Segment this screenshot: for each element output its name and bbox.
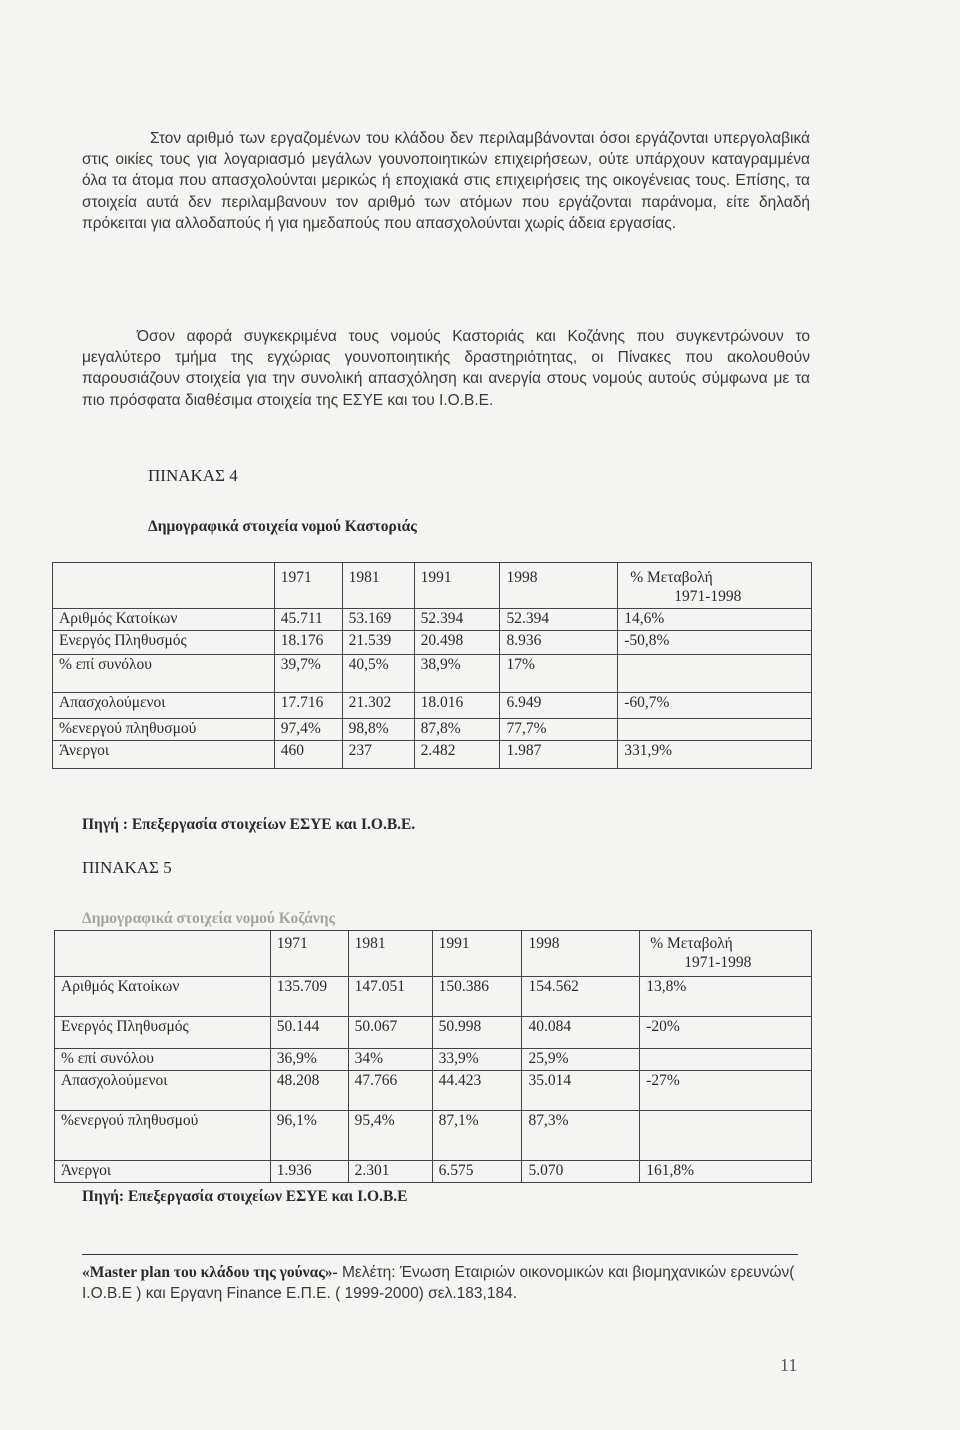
row-label: % επί συνόλου xyxy=(55,1049,271,1071)
table4 xyxy=(52,562,812,769)
header-year: 1991 xyxy=(414,563,500,609)
table-row xyxy=(55,1049,812,1071)
table-cell xyxy=(618,719,812,741)
table-cell xyxy=(640,1049,812,1071)
table-cell: 87,3% xyxy=(522,1111,640,1161)
row-label: Ενεργός Πληθυσμός xyxy=(53,631,275,655)
table-cell: 2.482 xyxy=(414,741,500,769)
table-row xyxy=(55,1111,812,1161)
intro-paragraph: Στον αριθμό των εργαζομένων του κλάδου δεν περιλαμβάνονται όσοι εργάζονται υπεργολαβικά στις οικίες τους για λογαριασμό μεγάλων γουνοποιητικών επιχειρήσεων, ούτε υπάρχουν καταγραμμένα όλα τα άτομα που απασχολούνται μερικώς ή εποχιακά στις επιχειρήσεις της οικογένειας τους. Επίσης, τα στοιχεία αυτά δεν περιλαμβανουν τον αριθμό των ατόμων που εργάζονται παράνομα, είτε δηλαδή πρόκειται για αλλοδαπούς ή για ημεδαπούς που απασχολούνται χωρίς άδεια εργασίας. xyxy=(82,130,810,232)
table-cell: 50.144 xyxy=(270,1017,348,1049)
table-cell: 154.562 xyxy=(522,977,640,1017)
table-row xyxy=(55,1161,812,1183)
table-cell: 47.766 xyxy=(348,1071,432,1111)
table-row xyxy=(53,719,812,741)
table-cell: 135.709 xyxy=(270,977,348,1017)
table-cell: 2.301 xyxy=(348,1161,432,1183)
table-cell: 87,1% xyxy=(432,1111,522,1161)
table-cell: 33,9% xyxy=(432,1049,522,1071)
row-label: % επί συνόλου xyxy=(53,655,275,693)
table-cell: 20.498 xyxy=(414,631,500,655)
table-cell: -20% xyxy=(640,1017,812,1049)
header-change-label: % Μεταβολή xyxy=(650,935,733,952)
table-cell: 39,7% xyxy=(274,655,342,693)
header-change-period: 1971-1998 xyxy=(674,588,742,605)
table-cell: -50,8% xyxy=(618,631,812,655)
header-year: 1998 xyxy=(500,563,618,609)
table-header-row xyxy=(55,931,812,977)
table-cell: 35.014 xyxy=(522,1071,640,1111)
table-cell: 161,8% xyxy=(640,1161,812,1183)
table5-heading: ΠΙΝΑΚΑΣ 5 xyxy=(82,858,172,877)
table-cell: 150.386 xyxy=(432,977,522,1017)
table-cell: 18.176 xyxy=(274,631,342,655)
row-label: Ενεργός Πληθυσμός xyxy=(55,1017,271,1049)
header-year: 1991 xyxy=(432,931,522,977)
table-cell: 8.936 xyxy=(500,631,618,655)
table-cell: 53.169 xyxy=(342,609,414,631)
table-row xyxy=(53,741,812,769)
table-cell xyxy=(640,1111,812,1161)
table-cell xyxy=(618,655,812,693)
table-cell: -60,7% xyxy=(618,693,812,719)
table-cell: 52.394 xyxy=(414,609,500,631)
table-cell: 50.998 xyxy=(432,1017,522,1049)
table-cell: 21.302 xyxy=(342,693,414,719)
header-year: 1971 xyxy=(270,931,348,977)
table-cell: 13,8% xyxy=(640,977,812,1017)
table-cell: 97,4% xyxy=(274,719,342,741)
table-cell: 87,8% xyxy=(414,719,500,741)
table-cell: 40.084 xyxy=(522,1017,640,1049)
row-label: Αριθμός Κατοίκων xyxy=(53,609,275,631)
table-cell: 77,7% xyxy=(500,719,618,741)
header-change-label: % Μεταβολή xyxy=(630,569,713,586)
table-cell: 40,5% xyxy=(342,655,414,693)
table-cell: 17% xyxy=(500,655,618,693)
header-empty-cell xyxy=(53,563,275,609)
table-row xyxy=(53,655,812,693)
table-cell: 98,8% xyxy=(342,719,414,741)
table-cell: 6.949 xyxy=(500,693,618,719)
row-label: Άνεργοι xyxy=(55,1161,271,1183)
header-year: 1998 xyxy=(522,931,640,977)
row-label: Απασχολούμενοι xyxy=(55,1071,271,1111)
row-label: Απασχολούμενοι xyxy=(53,693,275,719)
header-year: 1981 xyxy=(342,563,414,609)
table4-source: Πηγή : Επεξεργασία στοιχείων ΕΣΥΕ και Ι.Ο.Β.Ε. xyxy=(82,816,416,833)
table-row xyxy=(55,1071,812,1111)
row-label: %ενεργού πληθυσμού xyxy=(53,719,275,741)
table-cell: 95,4% xyxy=(348,1111,432,1161)
table-cell: 331,9% xyxy=(618,741,812,769)
table-cell: 1.936 xyxy=(270,1161,348,1183)
table-row xyxy=(53,609,812,631)
header-year: 1971 xyxy=(274,563,342,609)
table-cell: 18.016 xyxy=(414,693,500,719)
table-cell: 21.539 xyxy=(342,631,414,655)
footnote-text: Μελέτη: Ένωση Εταιριών οικονομικών και βιομηχανικών ερευνών( Ι.Ο.Β.Ε ) και Εργανη Finance Ε.Π.Ε. ( 1999-2000) σελ.183,184. xyxy=(82,1264,795,1302)
table-cell: 36,9% xyxy=(270,1049,348,1071)
table-cell: 96,1% xyxy=(270,1111,348,1161)
table-cell: 38,9% xyxy=(414,655,500,693)
table-cell: -27% xyxy=(640,1071,812,1111)
table-cell: 48.208 xyxy=(270,1071,348,1111)
regions-paragraph: Όσον αφορά συγκεκριμένα τους νομούς Καστοριάς και Κοζάνης που συγκεντρώνουν το μεγαλύτερο τμήμα της εγχώριας γουνοποιητικής δραστηριότητας, οι Πίνακες που ακολουθούν παρουσιάζουν στοιχεία για την συνολική απασχόληση και ανεργία στους νομούς αυτούς σύμφωνα με τα πιο πρόσφατα διαθέσιμα στοιχεία της ΕΣΥΕ και του Ι.Ο.Β.Ε. xyxy=(82,328,810,409)
table-cell: 147.051 xyxy=(348,977,432,1017)
table-cell: 14,6% xyxy=(618,609,812,631)
footnote-divider xyxy=(82,1254,798,1255)
table-cell: 45.711 xyxy=(274,609,342,631)
header-change xyxy=(618,563,812,609)
table-row xyxy=(55,977,812,1017)
footnote-title: «Master plan του κλάδου της γούνας»- xyxy=(82,1264,338,1281)
header-change-period: 1971-1998 xyxy=(684,954,752,971)
header-year: 1981 xyxy=(348,931,432,977)
table-cell: 17.716 xyxy=(274,693,342,719)
table4-heading: ΠΙΝΑΚΑΣ 4 xyxy=(148,466,238,485)
header-empty-cell xyxy=(55,931,271,977)
table-row xyxy=(53,631,812,655)
table5-source: Πηγή: Επεξεργασία στοιχείων ΕΣΥΕ και Ι.Ο.Β.Ε xyxy=(82,1188,408,1205)
table-cell: 6.575 xyxy=(432,1161,522,1183)
page-number: 11 xyxy=(780,1355,798,1375)
table4-title: Δημογραφικά στοιχεία νομού Καστοριάς xyxy=(148,518,417,535)
header-change xyxy=(640,931,812,977)
table-row xyxy=(53,693,812,719)
row-label: Αριθμός Κατοίκων xyxy=(55,977,271,1017)
table-cell: 52.394 xyxy=(500,609,618,631)
table-cell: 1.987 xyxy=(500,741,618,769)
table-header-row xyxy=(53,563,812,609)
table-cell: 237 xyxy=(342,741,414,769)
footnote xyxy=(82,1262,800,1304)
table-cell: 460 xyxy=(274,741,342,769)
table-cell: 5.070 xyxy=(522,1161,640,1183)
table-cell: 34% xyxy=(348,1049,432,1071)
table-cell: 25,9% xyxy=(522,1049,640,1071)
table-cell: 44.423 xyxy=(432,1071,522,1111)
table5 xyxy=(54,930,812,1183)
table5-title: Δημογραφικά στοιχεία νομού Κοζάνης xyxy=(82,910,336,927)
row-label: %ενεργού πληθυσμού xyxy=(55,1111,271,1161)
row-label: Άνεργοι xyxy=(53,741,275,769)
table-cell: 50.067 xyxy=(348,1017,432,1049)
table-row xyxy=(55,1017,812,1049)
